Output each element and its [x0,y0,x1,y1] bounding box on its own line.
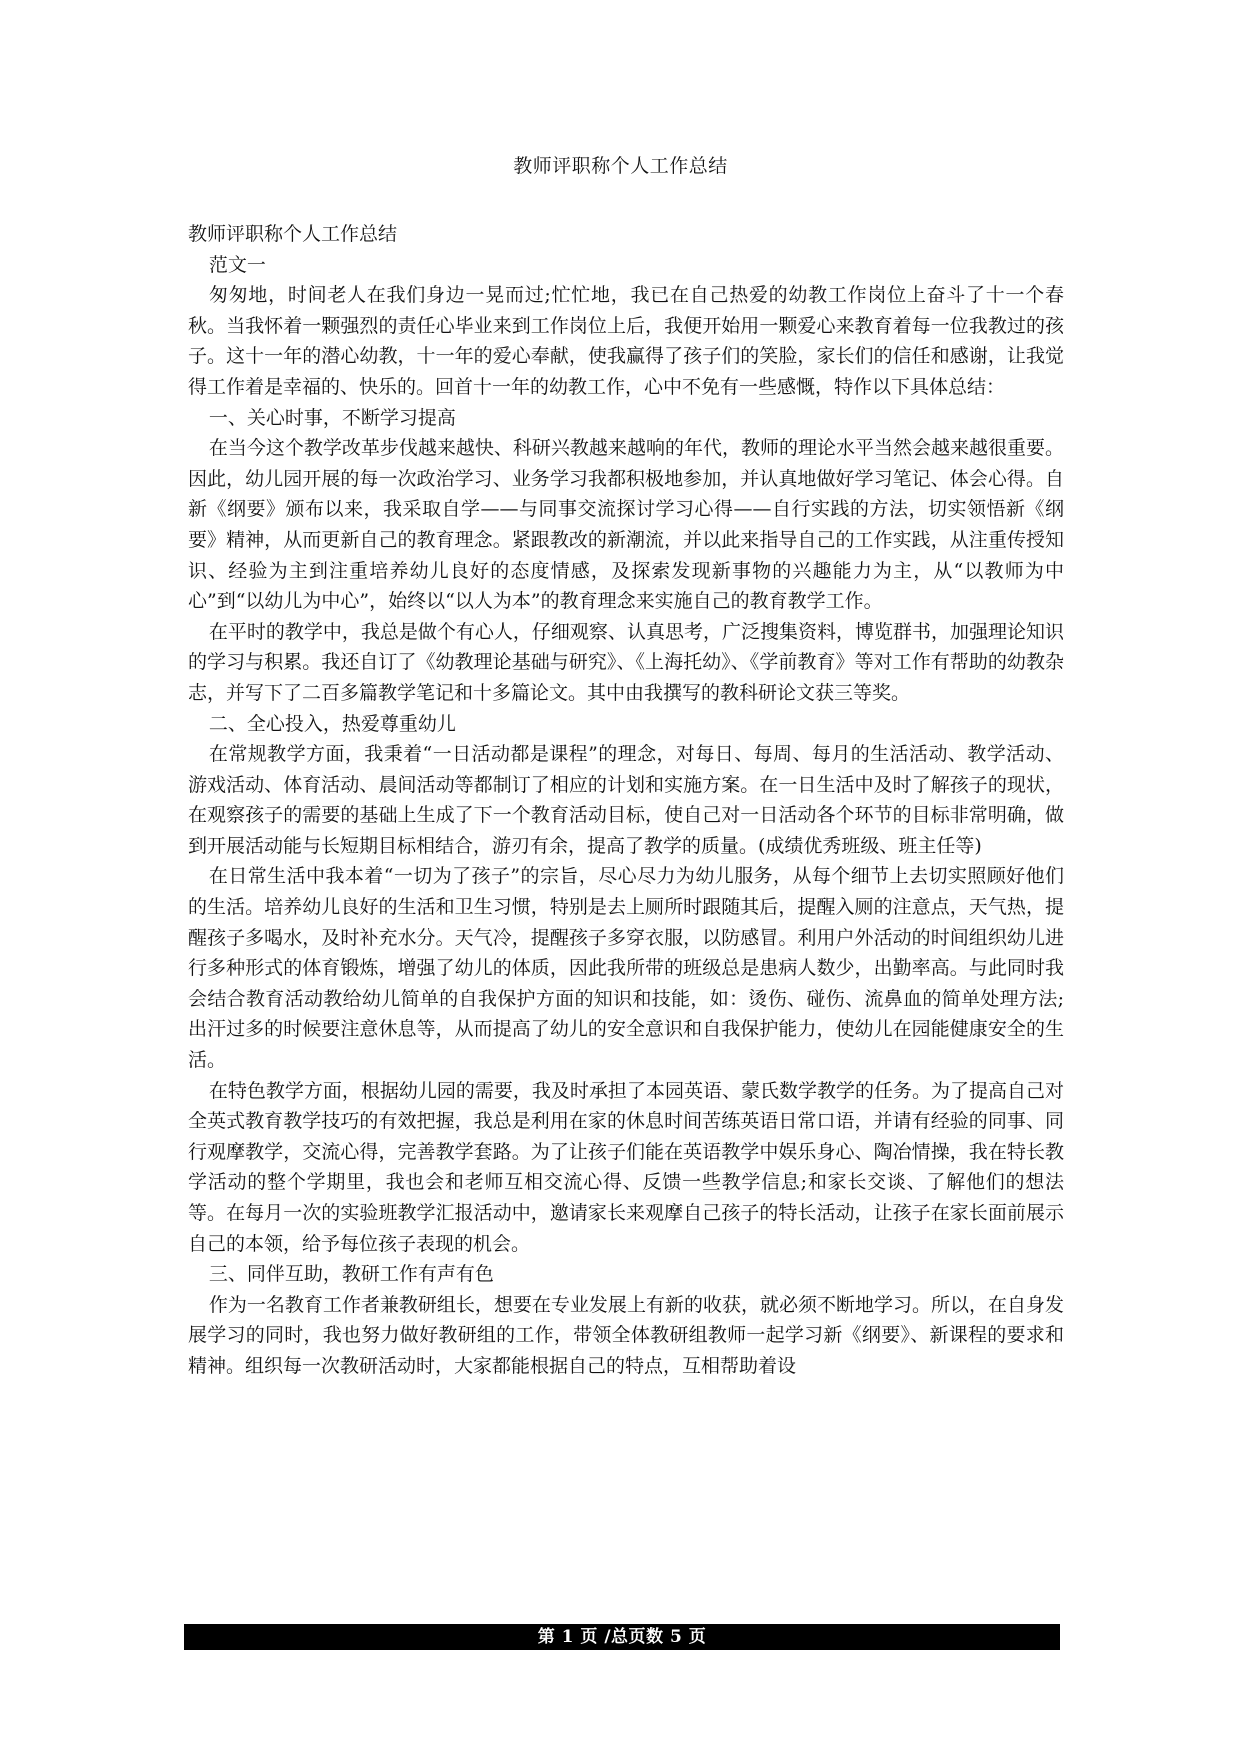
paragraph: 在当今这个教学改革步伐越来越快、科研兴教越来越响的年代，教师的理论水平当然会越来越很重要。因此，幼儿园开展的每一次政治学习、业务学习我都积极地参加，并认真地做好学习笔记、体会心得。自新《纲要》颁布以来，我采取自学——与同事交流探讨学习心得——自行实践的方法，切实领悟新《纲要》精神，从而更新自己的教育理念。紧跟教改的新潮流，并以此来指导自己的工作实践，从注重传授知识、经验为主到注重培养幼儿良好的态度情感，及探索发现新事物的兴趣能力为主，从“以教师为中心”到“以幼儿为中心”，始终以“以人为本”的教育理念来实施自己的教育教学工作。 [188,437,1064,613]
section-heading: 三、同伴互助，教研工作有声有色 [208,1263,494,1286]
paragraph: 在平时的教学中，我总是做个有心人，仔细观察、认真思考，广泛搜集资料，博览群书，加强理论知识的学习与积累。我还自订了《幼教理论基础与研究》、《上海托幼》、《学前教育》等对工作有帮助的幼教杂志，并写下了二百多篇教学笔记和十多篇论文。其中由我撰写的教科研论文获三等奖。 [188,620,1064,704]
paragraph: 在日常生活中我本着“一切为了孩子”的宗旨，尽心尽力为幼儿服务，从每个细节上去切实照顾好他们的生活。培养幼儿良好的生活和卫生习惯，特别是去上厕所时跟随其后，提醒入厕的注意点，天气热，提醒孩子多喝水，及时补充水分。天气冷，提醒孩子多穿衣服，以防感冒。利用户外活动的时间组织幼儿进行多种形式的体育锻炼，增强了幼儿的体质，因此我所带的班级总是患病人数少，出勤率高。与此同时我会结合教育活动教给幼儿简单的自我保护方面的知识和技能，如：烫伤、碰伤、流鼻血的简单处理方法;出汗过多的时候要注意休息等，从而提高了幼儿的安全意识和自我保护能力，使幼儿在园能健康安全的生活。 [188,865,1064,1072]
document-body [188,219,1064,1382]
paragraph: 匆匆地，时间老人在我们身边一晃而过;忙忙地，我已在自己热爱的幼教工作岗位上奋斗了十一个春秋。当我怀着一颗强烈的责任心毕业来到工作岗位上后，我便开始用一颗爱心来教育着每一位我教过的孩子。这十一年的潜心幼教，十一年的爱心奉献，使我赢得了孩子们的笑脸，家长们的信任和感谢，让我觉得工作着是幸福的、快乐的。回首十一年的幼教工作，心中不免有一些感慨，特作以下具体总结： [188,284,1064,398]
document-title: 教师评职称个人工作总结 [513,155,728,177]
page-number-label: 第 1 页 /总页数 5 页 [537,1627,707,1647]
section-heading: 一、关心时事，不断学习提高 [208,406,456,429]
paragraph: 在常规教学方面，我秉着“一日活动都是课程”的理念，对每日、每周、每月的生活活动、教学活动、游戏活动、体育活动、晨间活动等都制订了相应的计划和实施方案。在一日生活中及时了解孩子的现状，在观察孩子的需要的基础上生成了下一个教育活动目标，使自己对一日活动各个环节的目标非常明确，做到开展活动能与长短期目标相结合，游刃有余，提高了教学的质量。(成绩优秀班级、班主任等) [188,743,1064,857]
paragraph: 在特色教学方面，根据幼儿园的需要，我及时承担了本园英语、蒙氏数学教学的任务。为了提高自己对全英式教育教学技巧的有效把握，我总是利用在家的休息时间苦练英语日常口语，并请有经验的同事、同行观摩教学，交流心得，完善教学套路。为了让孩子们能在英语教学中娱乐身心、陶冶情操，我在特长教学活动的整个学期里，我也会和老师互相交流心得、反馈一些教学信息;和家长交谈、了解他们的想法等。在每月一次的实验班教学汇报活动中，邀请家长来观摩自己孩子的特长活动，让孩子在家长面前展示自己的本领，给予每位孩子表现的机会。 [188,1079,1064,1255]
paragraph: 作为一名教育工作者兼教研组长，想要在专业发展上有新的收获，就必须不断地学习。所以，在自身发展学习的同时，我也努力做好教研组的工作，带领全体教研组教师一起学习新《纲要》、新课程的要求和精神。组织每一次教研活动时，大家都能根据自己的特点，互相帮助着设 [188,1293,1064,1377]
page-footer [184,1624,1060,1650]
body-heading: 教师评职称个人工作总结 [188,223,398,245]
section-heading: 二、全心投入，热爱尊重幼儿 [208,712,456,735]
paragraph: 范文一 [208,253,266,276]
